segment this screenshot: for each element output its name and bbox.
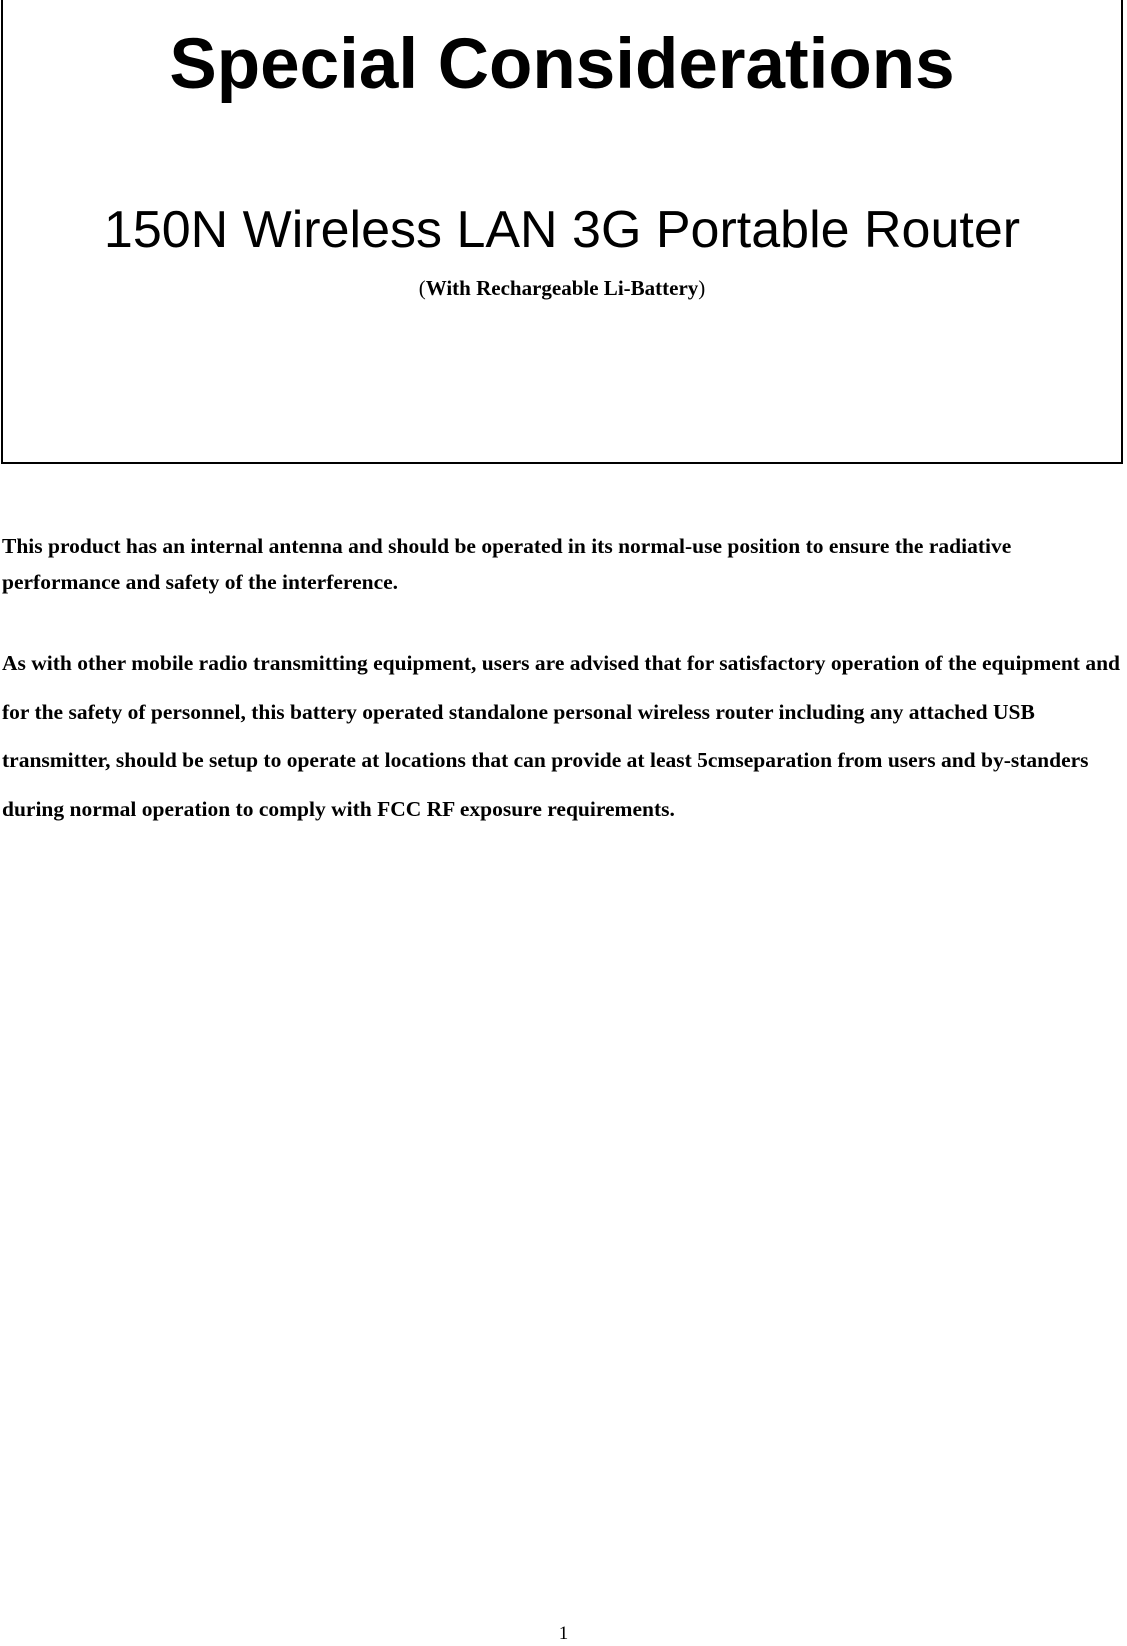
subtitle-open-paren: ( <box>418 276 426 300</box>
title-box <box>1 0 1123 464</box>
product-name: 150N Wireless LAN 3G Portable Router <box>103 201 1021 259</box>
rf-exposure-paragraph: As with other mobile radio transmitting equipment, users are advised that for satisfactory operation of the equipment and for the safety of personnel, this battery operated standalone personal wireless router including any attached USB transmitter, should be setup to operate at locations that can provide at least 5cmseparation from users and by-standers during normal operation to comply with FCC RF exposure requirements. <box>2 651 1120 821</box>
subtitle-close-paren: ) <box>698 276 706 300</box>
subtitle-text: With Rechargeable Li-Battery <box>425 276 699 300</box>
product-subtitle <box>3 274 1121 302</box>
antenna-paragraph: This product has an internal antenna and should be operated in its normal-use position to ensure the radiative performance and safety of the interference. <box>2 534 1012 594</box>
page-title: Special Considerations <box>169 25 955 104</box>
page-number: 1 <box>558 1623 569 1644</box>
